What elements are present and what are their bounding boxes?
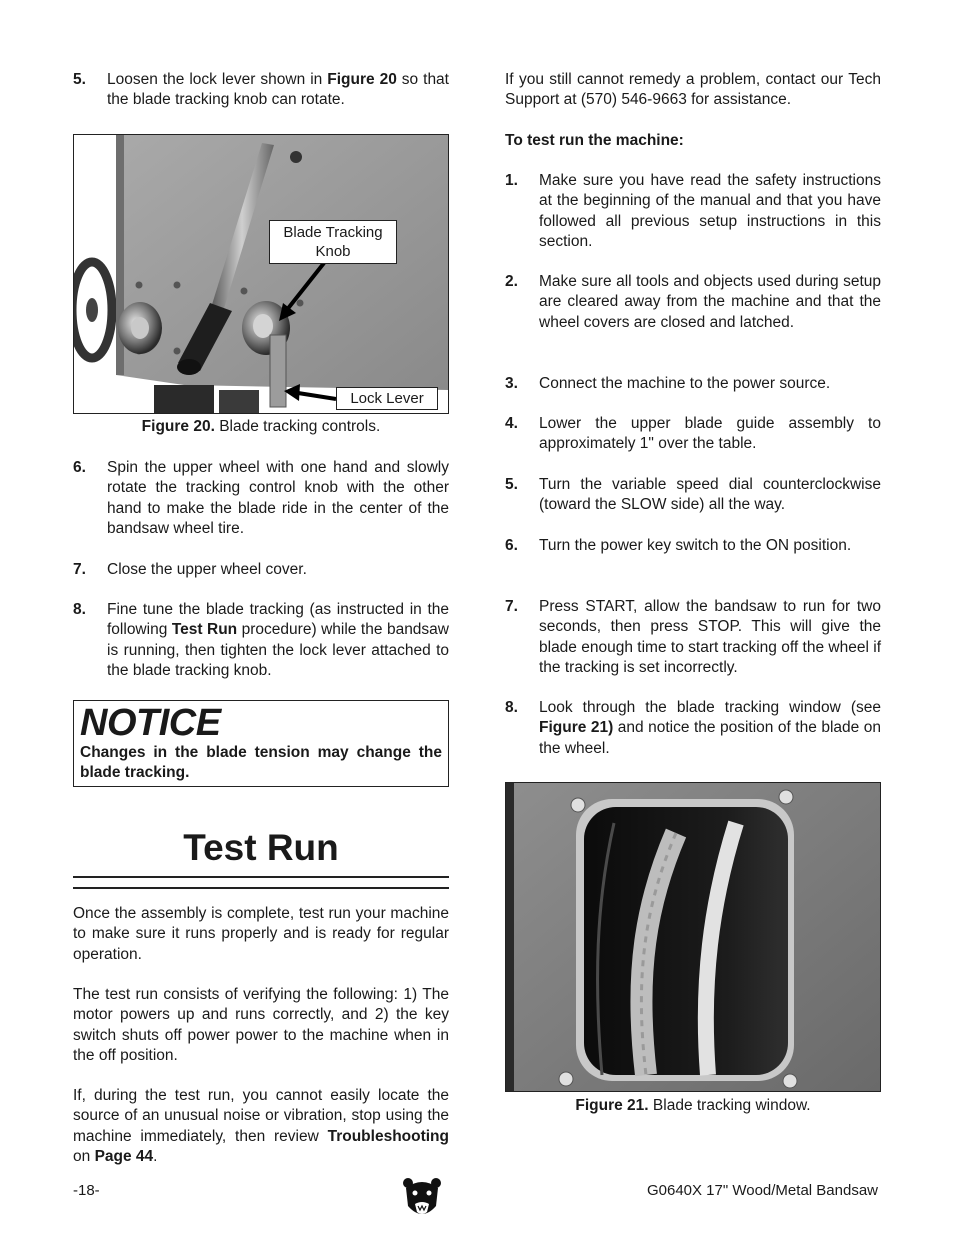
step-text: Press START, allow the bandsaw to run for two seconds, then press STOP. This will give the blade enough time to start tracking off the wheel if the tracking is set incorrectly. (539, 598, 881, 676)
blade-tracking-controls-photo (74, 135, 448, 413)
step-text: Spin the upper wheel with one hand and slowly rotate the tracking control knob with the other hand to make the blade ride in the center of the bandsaw wheel tire. (107, 459, 449, 537)
step-7 (73, 560, 449, 580)
step-number: 5. (505, 476, 518, 493)
step-number: 3. (505, 375, 518, 392)
paragraph-verification: The test run consists of verifying the following: 1) The motor powers up and runs correctly, and 2) the key switch shuts off power power to the machine when in the off position. (73, 986, 449, 1064)
procedure-step-8 (505, 698, 881, 759)
notice-box (73, 700, 449, 787)
figure-21-caption: Figure 21. Blade tracking window. (575, 1097, 811, 1114)
step-text: Turn the power key switch to the ON position. (539, 537, 852, 554)
step-number: 6. (505, 537, 518, 554)
procedure-step-1 (505, 171, 881, 252)
notice-title: NOTICE (80, 702, 221, 744)
step-text: Look through the blade tracking window (see Figure 21) and notice the position of the blade on the wheel. (539, 699, 881, 757)
step-text: Connect the machine to the power source. (539, 375, 831, 392)
step-number: 6. (73, 459, 86, 476)
procedure-step-5 (505, 475, 881, 516)
title-rule-bottom (73, 887, 449, 889)
step-6 (73, 458, 449, 539)
callout-lock-lever: Lock Lever (336, 387, 438, 410)
step-text: Make sure all tools and objects used during setup are cleared away from the machine and that the wheel covers are closed and latched. (539, 273, 881, 331)
step-text: Make sure you have read the safety instructions at the beginning of the manual and that you have followed all previous setup instructions in this section. (539, 172, 881, 250)
paragraph-troubleshooting: If, during the test run, you cannot easily locate the source of an unusual noise or vibration, stop using the machine immediately, then review Troubleshooting on Page 44. (73, 1087, 449, 1165)
step-number: 7. (505, 598, 518, 615)
blade-tracking-window-photo (506, 783, 880, 1091)
procedure-step-6 (505, 536, 881, 556)
step-number: 4. (505, 415, 518, 432)
callout-blade-tracking-knob: Blade Tracking Knob (269, 220, 397, 264)
procedure-step-3 (505, 374, 881, 394)
step-text: Fine tune the blade tracking (as instructed in the following Test Run procedure) while the bandsaw is running, then tighten the lock lever attached to the blade tracking knob. (107, 601, 449, 679)
figure-21-image (505, 782, 881, 1092)
figure-20-image (73, 134, 449, 414)
section-title: Test Run (183, 827, 339, 868)
notice-text: Changes in the blade tension may change the blade tracking. (80, 744, 442, 782)
step-number: 1. (505, 172, 518, 189)
step-text: Loosen the lock lever shown in Figure 20 so that the blade tracking knob can rotate. (107, 71, 449, 109)
paragraph-intro: Once the assembly is complete, test run your machine to make sure it runs properly and is ready for regular operation. (73, 905, 449, 963)
step-number: 7. (73, 561, 86, 578)
procedure-step-7 (505, 597, 881, 678)
step-text: Turn the variable speed dial counterclockwise (toward the SLOW side) all the way. (539, 476, 881, 514)
page-number: -18- (73, 1182, 100, 1199)
step-5 (73, 70, 449, 111)
step-8 (73, 600, 449, 681)
step-number: 8. (505, 699, 518, 716)
model-footer: G0640X 17" Wood/Metal Bandsaw (646, 1182, 878, 1199)
procedure-step-2 (505, 272, 881, 333)
paragraph-tech-support: If you still cannot remedy a problem, contact our Tech Support at (570) 546-9663 for assistance. (505, 71, 881, 109)
grizzly-bear-logo-icon (402, 1176, 442, 1220)
figure-20-caption: Figure 20. Blade tracking controls. (141, 418, 381, 435)
title-rule-top (73, 876, 449, 878)
procedure-heading: To test run the machine: (505, 132, 684, 149)
procedure-step-4 (505, 414, 881, 455)
step-number: 5. (73, 71, 86, 88)
step-text: Lower the upper blade guide assembly to approximately 1" over the table. (539, 415, 881, 453)
step-number: 2. (505, 273, 518, 290)
step-text: Close the upper wheel cover. (107, 561, 307, 578)
step-number: 8. (73, 601, 86, 618)
